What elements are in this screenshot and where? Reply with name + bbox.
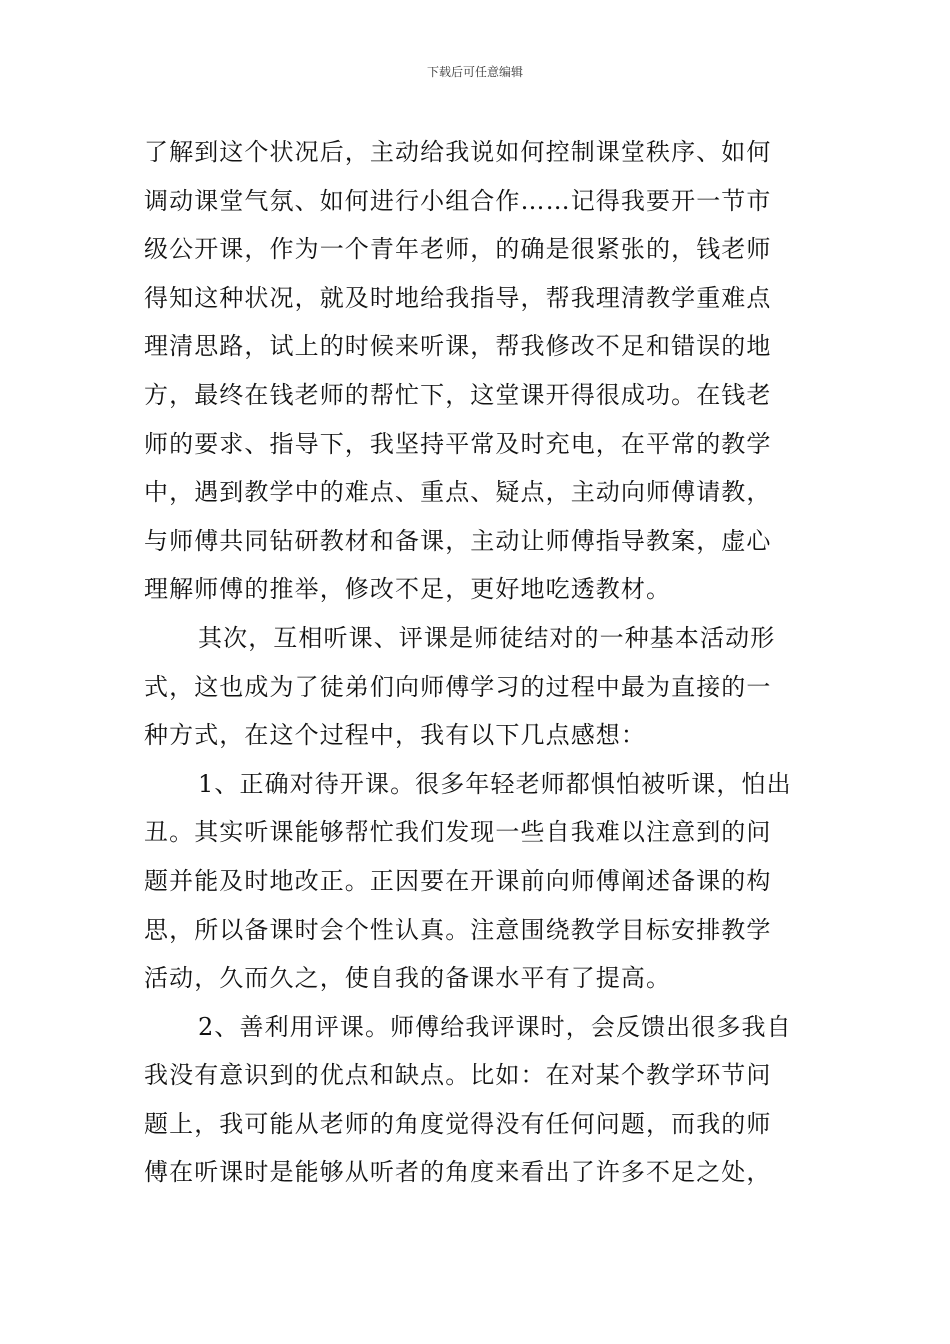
text-line: 活动，久而久之，使自我的备课水平有了提高。 [144, 964, 672, 993]
document-body [144, 128, 808, 1197]
text-line: 题并能及时地改正。正因要在开课前向师傅阐述备课的构 [144, 866, 772, 895]
text-line: 得知这种状况，就及时地给我指导，帮我理清教学重难点 [144, 283, 772, 312]
text-line: 傅在听课时是能够从听者的角度来看出了许多不足之处， [144, 1158, 772, 1187]
text-line: 理解师傅的推举，修改不足，更好地吃透教材。 [144, 575, 672, 604]
text-line: 理清思路，试上的时候来听课，帮我修改不足和错误的地 [144, 332, 772, 361]
text-line: 了解到这个状况后，主动给我说如何控制课堂秩序、如何 [144, 138, 772, 166]
text-line: 调动课堂气氛、如何进行小组合作……记得我要开一节市 [144, 186, 772, 215]
text-line: 中，遇到教学中的难点、重点、疑点，主动向师傅请教， [144, 478, 772, 507]
paragraph-first-line: 1、正确对待开课。很多年轻老师都惧怕被听课，怕出 [198, 769, 792, 798]
page-header-note: 下载后可任意编辑 [426, 65, 523, 79]
text-line: 题上，我可能从老师的角度觉得没有任何问题，而我的师 [144, 1109, 772, 1138]
text-line: 我没有意识到的优点和缺点。比如：在对某个教学环节问 [144, 1061, 772, 1090]
text-line: 级公开课，作为一个青年老师，的确是很紧张的，钱老师 [144, 235, 772, 264]
paragraph-first-line: 2、善利用评课。师傅给我评课时，会反馈出很多我自 [198, 1012, 792, 1041]
text-line: 丑。其实听课能够帮忙我们发现一些自我难以注意到的问 [144, 818, 772, 847]
paragraph-first-line: 其次，互相听课、评课是师徒结对的一种基本活动形 [198, 623, 776, 652]
text-line: 思，所以备课时会个性认真。注意围绕教学目标安排教学 [144, 915, 772, 944]
text-line: 师的要求、指导下，我坚持平常及时充电，在平常的教学 [144, 429, 772, 458]
text-line: 与师傅共同钻研教材和备课，主动让师傅指导教案，虚心 [144, 526, 772, 555]
text-line: 种方式，在这个过程中，我有以下几点感想： [144, 721, 646, 750]
text-line: 方，最终在钱老师的帮忙下，这堂课开得很成功。在钱老 [144, 380, 772, 409]
text-line: 式，这也成为了徒弟们向师傅学习的过程中最为直接的一 [144, 672, 772, 701]
